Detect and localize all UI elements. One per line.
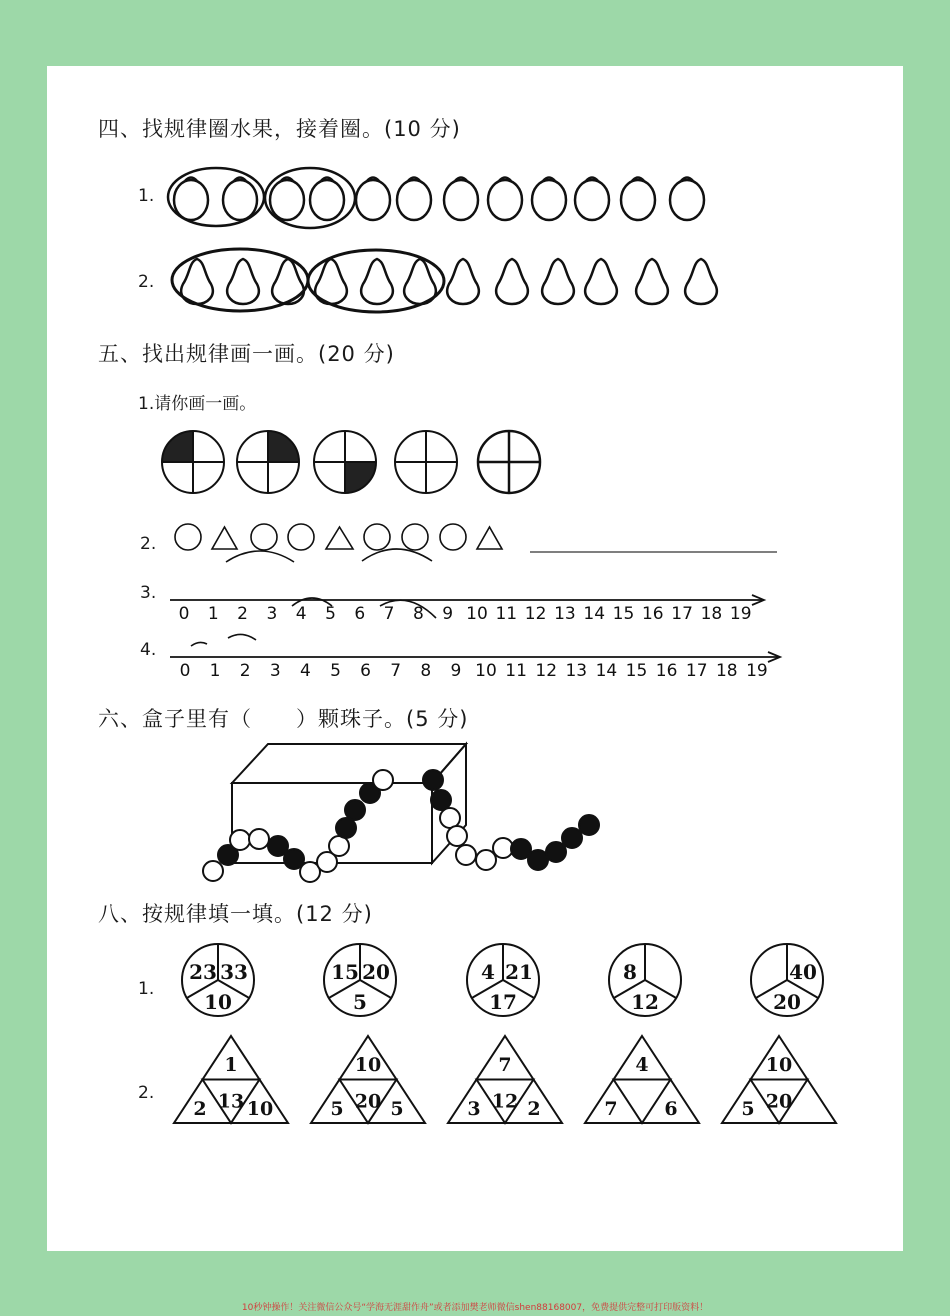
pear-icon (685, 259, 717, 304)
apple-icon (356, 178, 390, 221)
circle-number: 20 (362, 960, 390, 984)
triangle-number: 5 (330, 1098, 344, 1120)
number-circle-row (182, 944, 823, 1016)
tick-label: 7 (383, 604, 395, 624)
white-bead (456, 845, 476, 865)
tick-label: 18 (715, 661, 738, 681)
triangle-number: 7 (604, 1098, 618, 1120)
pear-icon (496, 259, 528, 304)
tick-label: 0 (179, 661, 191, 681)
white-bead (249, 829, 269, 849)
tick-label: 5 (325, 604, 336, 624)
triangle-number: 6 (664, 1098, 678, 1120)
tick-label: 8 (412, 604, 424, 624)
number-triangle (722, 1036, 836, 1123)
tick-label: 16 (655, 661, 678, 681)
white-bead (203, 861, 223, 881)
tick-label: 8 (420, 661, 432, 681)
tick-label: 7 (390, 661, 402, 681)
black-bead (562, 828, 582, 848)
white-bead (230, 830, 250, 850)
tick-label: 15 (612, 604, 635, 624)
pear-icon (227, 259, 259, 304)
number-line-4-arcs (191, 634, 256, 646)
tick-label: 17 (685, 661, 708, 681)
s5-q1-label: 1.请你画一画。 (138, 394, 257, 414)
apple-icon (444, 178, 478, 221)
circle-number: 33 (220, 960, 248, 984)
section-8-heading: 八、按规律填一填。(12 分) (98, 902, 373, 926)
circle-number: 12 (631, 990, 659, 1014)
circle-number: 4 (481, 960, 495, 984)
tick-label: 19 (746, 661, 768, 681)
apple-icon (488, 178, 522, 221)
triangle-number: 20 (765, 1090, 793, 1113)
circle-number: 23 (189, 960, 217, 984)
quarter-circle (478, 431, 540, 493)
tick-label: 4 (295, 604, 307, 624)
section-5-heading: 五、找出规律画一画。(20 分) (98, 342, 395, 366)
number-circle (324, 944, 396, 1016)
triangle-number: 10 (765, 1054, 793, 1076)
tick-label: 12 (535, 661, 558, 681)
s5-q3-number: 3. (140, 583, 157, 603)
number-triangle (174, 1036, 288, 1123)
s8-q2-number: 2. (138, 1083, 155, 1103)
tick-label: 16 (641, 604, 664, 624)
black-bead (423, 770, 443, 790)
triangle-number: 5 (741, 1098, 755, 1120)
tick-label: 1 (207, 604, 219, 624)
triangle-number: 2 (527, 1098, 541, 1120)
triangle-number: 3 (467, 1098, 481, 1120)
black-bead (336, 818, 356, 838)
footer-note: 10秒钟操作！关注微信公众号“学海无涯甜作舟”或者添加樊老师微信shen88168007，免费提供完整可打印版资料！ (241, 1303, 709, 1313)
number-triangle-row (174, 1036, 836, 1123)
triangle-number: 12 (491, 1090, 519, 1113)
apple-icon (532, 178, 566, 221)
number-triangle (311, 1036, 425, 1123)
tick-label: 3 (266, 604, 278, 624)
triangle-number: 20 (354, 1090, 382, 1113)
number-circle (609, 944, 681, 1016)
pear-row (181, 259, 717, 304)
circle-number: 21 (505, 960, 533, 984)
s5-q2-number: 2. (140, 534, 157, 554)
apple-icon (621, 178, 655, 221)
tick-label: 0 (178, 604, 190, 624)
s5-q4-number: 4. (140, 640, 157, 660)
tick-label: 3 (269, 661, 281, 681)
tick-label: 19 (729, 604, 752, 624)
tick-label: 6 (354, 604, 366, 624)
white-bead (447, 826, 467, 846)
tick-label: 2 (237, 604, 249, 624)
quarter-circle (395, 431, 457, 493)
number-triangle (585, 1036, 699, 1123)
quarter-circle (162, 431, 224, 493)
number-circle (182, 944, 254, 1016)
pear-icon (361, 259, 393, 304)
tick-label: 9 (442, 604, 454, 624)
s8-q1-number: 1. (138, 979, 155, 999)
quarter-circle (237, 431, 299, 493)
triangle-number: 10 (354, 1054, 382, 1076)
tick-label: 1 (209, 661, 221, 681)
tick-label: 10 (475, 661, 497, 681)
circle-number: 17 (489, 990, 517, 1014)
tick-label: 13 (565, 661, 588, 681)
s4-q1-number: 1. (138, 186, 155, 206)
tick-label: 11 (505, 661, 527, 681)
tick-label: 12 (524, 604, 547, 624)
circle-number: 5 (353, 990, 367, 1014)
apple-icon (223, 178, 257, 221)
tick-label: 5 (330, 661, 341, 681)
circle-number: 10 (204, 990, 232, 1014)
pear-icon (447, 259, 479, 304)
white-bead (476, 850, 496, 870)
tick-label: 9 (450, 661, 462, 681)
circle-number: 20 (773, 990, 801, 1014)
quarter-circle-row (162, 431, 540, 493)
tick-label: 14 (595, 661, 618, 681)
shape-pattern-row (175, 524, 502, 562)
triangle-number: 2 (193, 1098, 207, 1120)
tick-label: 6 (360, 661, 372, 681)
tick-label: 17 (671, 604, 693, 624)
tick-label: 15 (625, 661, 648, 681)
pear-icon (542, 259, 574, 304)
tick-label: 10 (466, 604, 488, 624)
number-line-4 (170, 652, 780, 681)
apple-icon (270, 178, 304, 221)
tick-label: 11 (495, 604, 518, 624)
white-bead (493, 838, 513, 858)
pear-icon (404, 259, 436, 304)
number-triangle (448, 1036, 562, 1123)
tick-label: 13 (554, 604, 576, 624)
triangle-number: 10 (246, 1098, 274, 1120)
number-circle (467, 944, 539, 1016)
pear-icon (636, 259, 668, 304)
quarter-circle (314, 431, 376, 493)
section-6-heading: 六、盒子里有（ ）颗珠子。(5 分) (98, 707, 469, 731)
triangle-number: 1 (224, 1054, 238, 1076)
tick-label: 2 (239, 661, 251, 681)
black-bead (546, 842, 566, 862)
tick-label: 4 (299, 661, 311, 681)
tick-label: 18 (700, 604, 723, 624)
pear-group-circle (172, 249, 444, 312)
circle-number: 8 (623, 960, 637, 984)
bead-string (203, 770, 599, 882)
circle-number: 40 (789, 960, 817, 984)
section-4-heading: 四、找规律圈水果，接着圈。(10 分) (98, 117, 461, 141)
apple-icon (575, 178, 609, 221)
s4-q2-number: 2. (138, 272, 155, 292)
number-line-3 (170, 595, 764, 624)
pear-icon (585, 259, 617, 304)
apple-icon (670, 178, 704, 221)
black-bead (431, 790, 451, 810)
apple-icon (397, 178, 431, 221)
triangle-number: 4 (635, 1054, 649, 1076)
tick-label: 14 (583, 604, 606, 624)
triangle-number: 13 (217, 1090, 245, 1113)
number-circle (751, 944, 823, 1016)
triangle-number: 7 (498, 1054, 512, 1076)
apple-icon (310, 178, 344, 221)
black-bead (528, 850, 548, 870)
black-bead (579, 815, 599, 835)
circle-number: 15 (331, 960, 359, 984)
apple-icon (174, 178, 208, 221)
black-bead (345, 800, 365, 820)
triangle-number: 5 (390, 1098, 404, 1120)
white-bead (373, 770, 393, 790)
